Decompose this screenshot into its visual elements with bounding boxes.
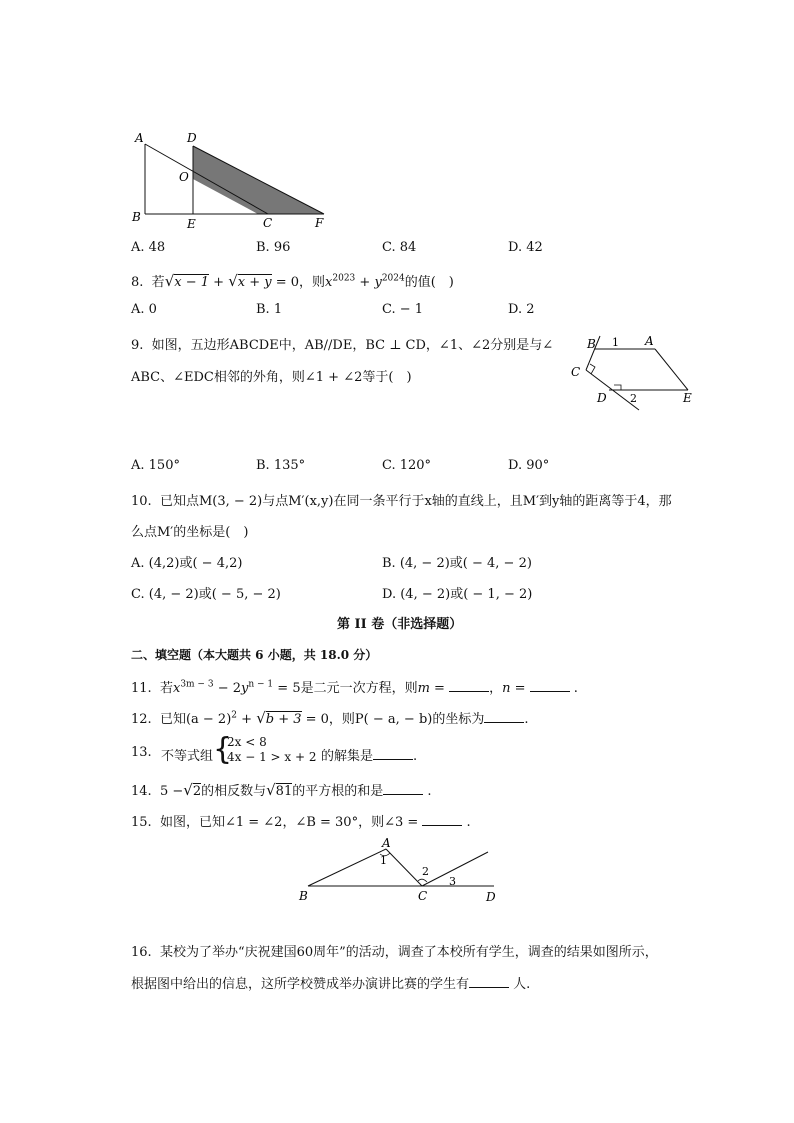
q8-stem: 8. 若√x − 1 + √x + y = 0，则$x^{2023} + y^{2024}$的值( ) [131,272,454,290]
q15-label-A: A [382,836,391,850]
q7-option-c[interactable]: C. 84 [382,240,417,255]
q15-stem: 15. 如图，已知∠1 = ∠2，∠B = 30°，则∠3 = . [131,815,471,830]
q8-option-b[interactable]: B. 1 [256,302,283,317]
q11-blank-n[interactable] [530,679,570,692]
q9-option-a[interactable]: A. 150° [131,458,180,473]
q15-blank[interactable] [422,813,462,826]
q7-figure [128,128,333,232]
label-C: C [263,216,273,230]
q8-option-a[interactable]: A. 0 [131,302,157,317]
q7-option-d[interactable]: D. 42 [508,240,543,255]
q14-stem: 14. 5 −√2的相反数与√81的平方根的和是 . [131,781,432,799]
q15-figure [294,834,504,906]
q9-stem-line1: 9. 如图，五边形ABCDE中，AB//DE，BC ⊥ CD，∠1、∠2分别是与∠ [131,338,554,353]
q15-label-D: D [486,890,496,904]
label-D: D [187,131,197,145]
q9-option-c[interactable]: C. 120° [382,458,432,473]
label-F: F [315,216,324,230]
q10-option-d[interactable]: D. (4, − 2)或( − 1, − 2) [382,587,533,602]
q11-stem: 11. 若$x^{3m - 3} - 2y^{n - 1} = 5$是二元一次方程，则m = ，n = . [131,679,578,696]
label-E: E [187,217,196,231]
q15-label-2: 2 [422,865,429,878]
q15-label-C: C [418,889,428,903]
q9-label-2: 2 [630,392,637,405]
q9-figure [566,330,698,412]
q11-blank-m[interactable] [449,679,489,692]
q9-option-b[interactable]: B. 135° [256,458,306,473]
part2-title: 第 II 卷（非选择题） [337,617,463,632]
q15-label-1: 1 [380,854,387,867]
q10-option-c[interactable]: C. (4, − 2)或( − 5, − 2) [131,587,281,602]
label-B: B [132,210,141,224]
q9-option-d[interactable]: D. 90° [508,458,550,473]
q13-blank[interactable] [373,747,413,760]
q9-stem-line2: ABC、∠EDC相邻的外角，则∠1 + ∠2等于( ) [131,370,412,385]
q15-label-B: B [299,889,308,903]
section2-heading: 二、填空题（本大题共 6 小题，共 18.0 分） [131,648,378,662]
q9-label-E: E [683,391,692,405]
q9-label-A: A [645,334,654,348]
q9-label-B: B [587,337,596,351]
q10-stem-line1: 10. 已知点M(3, − 2)与点M′(x,y)在同一条平行于x轴的直线上，且M′到y轴的距离等于4，那 [131,494,672,509]
label-A: A [135,131,144,145]
q9-label-D: D [597,391,607,405]
q10-option-a[interactable]: A. (4,2)或( − 4,2) [131,556,243,571]
q14-blank[interactable] [383,782,423,795]
q8-option-d[interactable]: D. 2 [508,302,535,317]
q16-stem-line2: 根据图中给出的信息，这所学校赞成举办演讲比赛的学生有 人. [131,977,531,992]
q12-blank[interactable] [484,710,524,723]
q9-label-C: C [571,365,581,379]
q10-stem-line2: 么点M′的坐标是( ) [131,525,249,540]
q7-option-b[interactable]: B. 96 [256,240,291,255]
q16-stem-line1: 16. 某校为了举办“庆祝建国60周年”的活动，调查了本校所有学生，调查的结果如图所示， [131,945,658,960]
q12-stem: 12. 已知$(a - 2)^2 + √b + 3 = 0$，则P( − a, − b)的坐标为 . [131,709,529,727]
q8-option-c[interactable]: C. − 1 [382,302,424,317]
q9-label-1: 1 [612,336,619,349]
label-O: O [179,170,189,184]
q7-option-a[interactable]: A. 48 [131,240,166,255]
q15-label-3: 3 [449,875,456,888]
q10-option-b[interactable]: B. (4, − 2)或( − 4, − 2) [382,556,532,571]
q16-blank[interactable] [469,975,509,988]
